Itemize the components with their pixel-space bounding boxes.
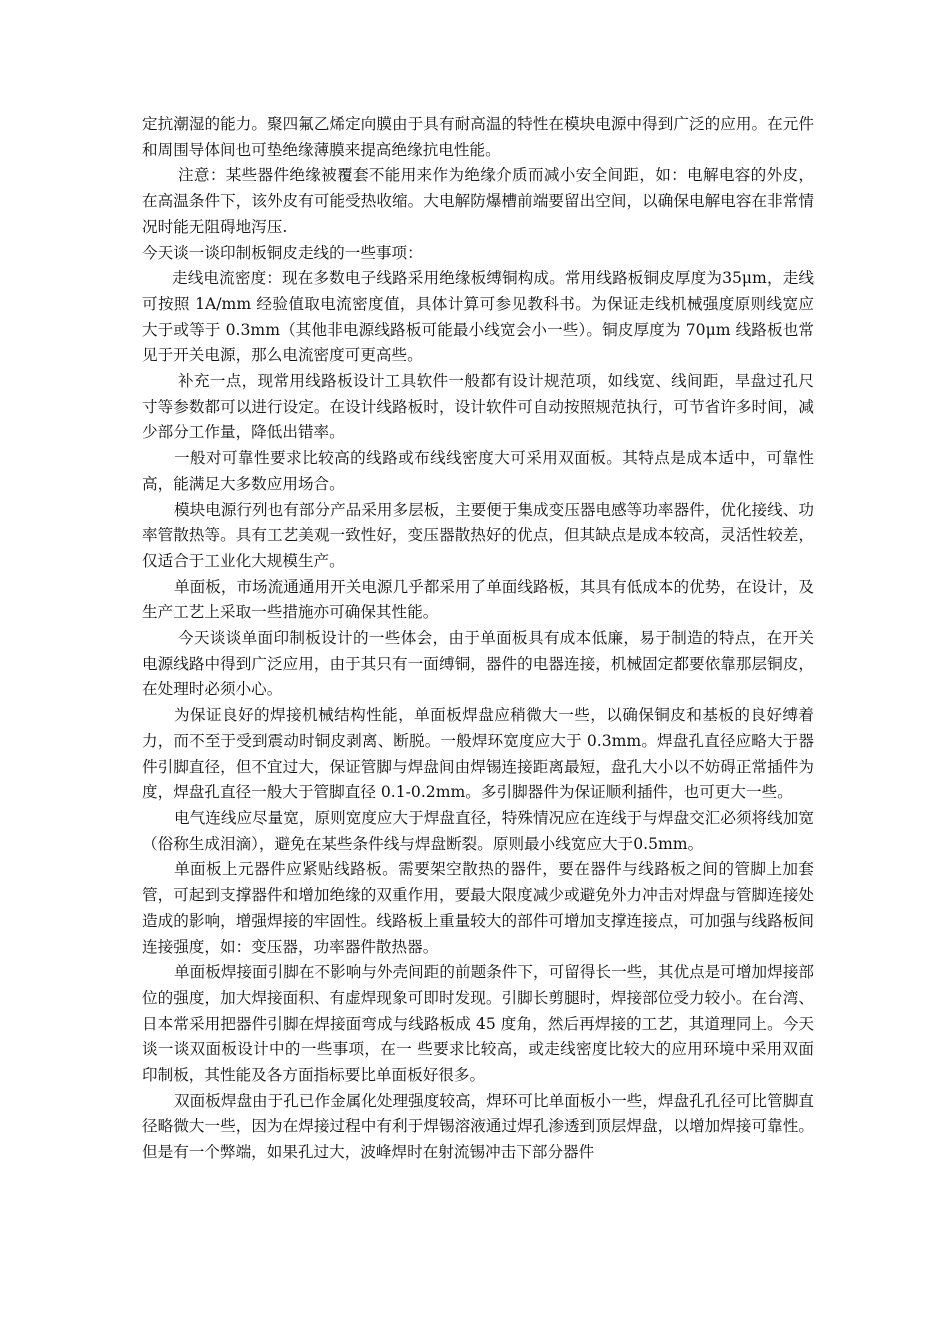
paragraph-9: 今天谈谈单面印制板设计的一些体会，由于单面板具有成本低廉，易于制造的特点，在开关电源线路中得到广泛应用，由于其只有一面缚铜，器件的电器连接，机械固定都要依靠那层铜皮，在处理时必须小心。 — [142, 629, 814, 699]
paragraph-8: 单面板，市场流通通用开关电源几乎都采用了单面线路板，其具有低成本的优势，在设计，及生产工艺上采取一些措施亦可确保其性能。 — [142, 577, 814, 622]
paragraph-11: 电气连线应尽量宽，原则宽度应大于焊盘直径，特殊情况应在连线于与焊盘交汇必须将线加宽（俗称生成泪滴），避免在某些条件线与焊盘断裂。原则最小线宽应大于0.5mm。 — [142, 808, 814, 853]
paragraph-14: 双面板焊盘由于孔已作金属化处理强度较高，焊环可比单面板小一些，焊盘孔孔径可比管脚直径略微大一些，因为在焊接过程中有利于焊锡溶液通过焊孔渗透到顶层焊盘，以增加焊接可靠性。但是有一个弊端，如果孔过大，波峰焊时在射流锡冲击下部分器件 — [142, 1091, 814, 1162]
paragraph-1: 定抗潮湿的能力。聚四氟乙烯定向膜由于具有耐高温的特性在模块电源中得到广泛的应用。在元件和周围导体间也可垫绝缘薄膜来提高绝缘抗电性能。 — [142, 115, 814, 159]
paragraph-5: 补充一点，现常用线路板设计工具软件一般都有设计规范项，如线宽、线间距，旱盘过孔尺寸等参数都可以进行设定。在设计线路板时，设计软件可自动按照规范执行，可节省许多时间，减少部分工作量，降低出错率。 — [142, 372, 814, 442]
document-page — [142, 112, 814, 1166]
paragraph-6: 一般对可靠性要求比较高的线路或布线线密度大可采用双面板。其特点是成本适中，可靠性高，能满足大多数应用场合。 — [142, 449, 814, 493]
paragraph-10: 为保证良好的焊接机械结构性能，单面板焊盘应稍微大一些，以确保铜皮和基板的良好缚着力，而不至于受到震动时铜皮剥离、断脱。一般焊环宽度应大于 0.3mm。焊盘孔直径应略大于器件引脚直径，但不宜过大，保证管脚与焊盘间由焊锡连接距离最短，盘孔大小以不妨碍正常插件为度，焊盘孔直径一般大于管脚直径 0.1-0.2mm。多引脚器件为保证顺利插件，也可更大一些。 — [142, 706, 814, 802]
paragraph-3: 今天谈一谈印制板铜皮走线的一些事项： — [142, 243, 423, 262]
paragraph-12: 单面板上元器件应紧贴线路板。需要架空散热的器件，要在器件与线路板之间的管脚上加套管，可起到支撑器件和增加绝缘的双重作用，要最大限度减少或避免外力冲击对焊盘与管脚连接处造成的影响，增强焊接的牢固性。线路板上重量较大的部件可增加支撑连接点，可加强与线路板间连接强度，如：变压器，功率器件散热器。 — [142, 860, 814, 956]
paragraph-2: 注意：某些器件绝缘被覆套不能用来作为绝缘介质而减小安全间距，如：电解电容的外皮，在高温条件下，该外皮有可能受热收缩。大电解防爆槽前端要留出空间，以确保电解电容在非常情况时能无阻碍地泻压. — [142, 166, 814, 236]
paragraph-4: 走线电流密度：现在多数电子线路采用绝缘板缚铜构成。常用线路板铜皮厚度为35μm，走线可按照 1A/mm 经验值取电流密度值，具体计算可参见教科书。为保证走线机械强度原则线宽应大于或等于 0.3mm（其他非电源线路板可能最小线宽会小一些）。铜皮厚度为 70μm 线路板也常见于开关电源，那么电流密度可更高些。 — [142, 269, 814, 365]
paragraph-13: 单面板焊接面引脚在不影响与外壳间距的前题条件下，可留得长一些，其优点是可增加焊接部位的强度，加大焊接面积、有虚焊现象可即时发现。引脚长剪腿时，焊接部位受力较小。在台湾、日本常采用把器件引脚在焊接面弯成与线路板成 45 度角，然后再焊接的工艺，其道理同上。今天谈一谈双面板设计中的一些事项，在一 些要求比较高，或走线密度比较大的应用环境中采用双面印制板，其性能及各方面指标要比单面板好很多。 — [142, 963, 814, 1085]
paragraph-7: 模块电源行列也有部分产品采用多层板，主要便于集成变压器电感等功率器件，优化接线、功率管散热等。具有工艺美观一致性好，变压器散热好的优点，但其缺点是成本较高，灵活性较差，仅适合于工业化大规模生产。 — [142, 500, 814, 570]
